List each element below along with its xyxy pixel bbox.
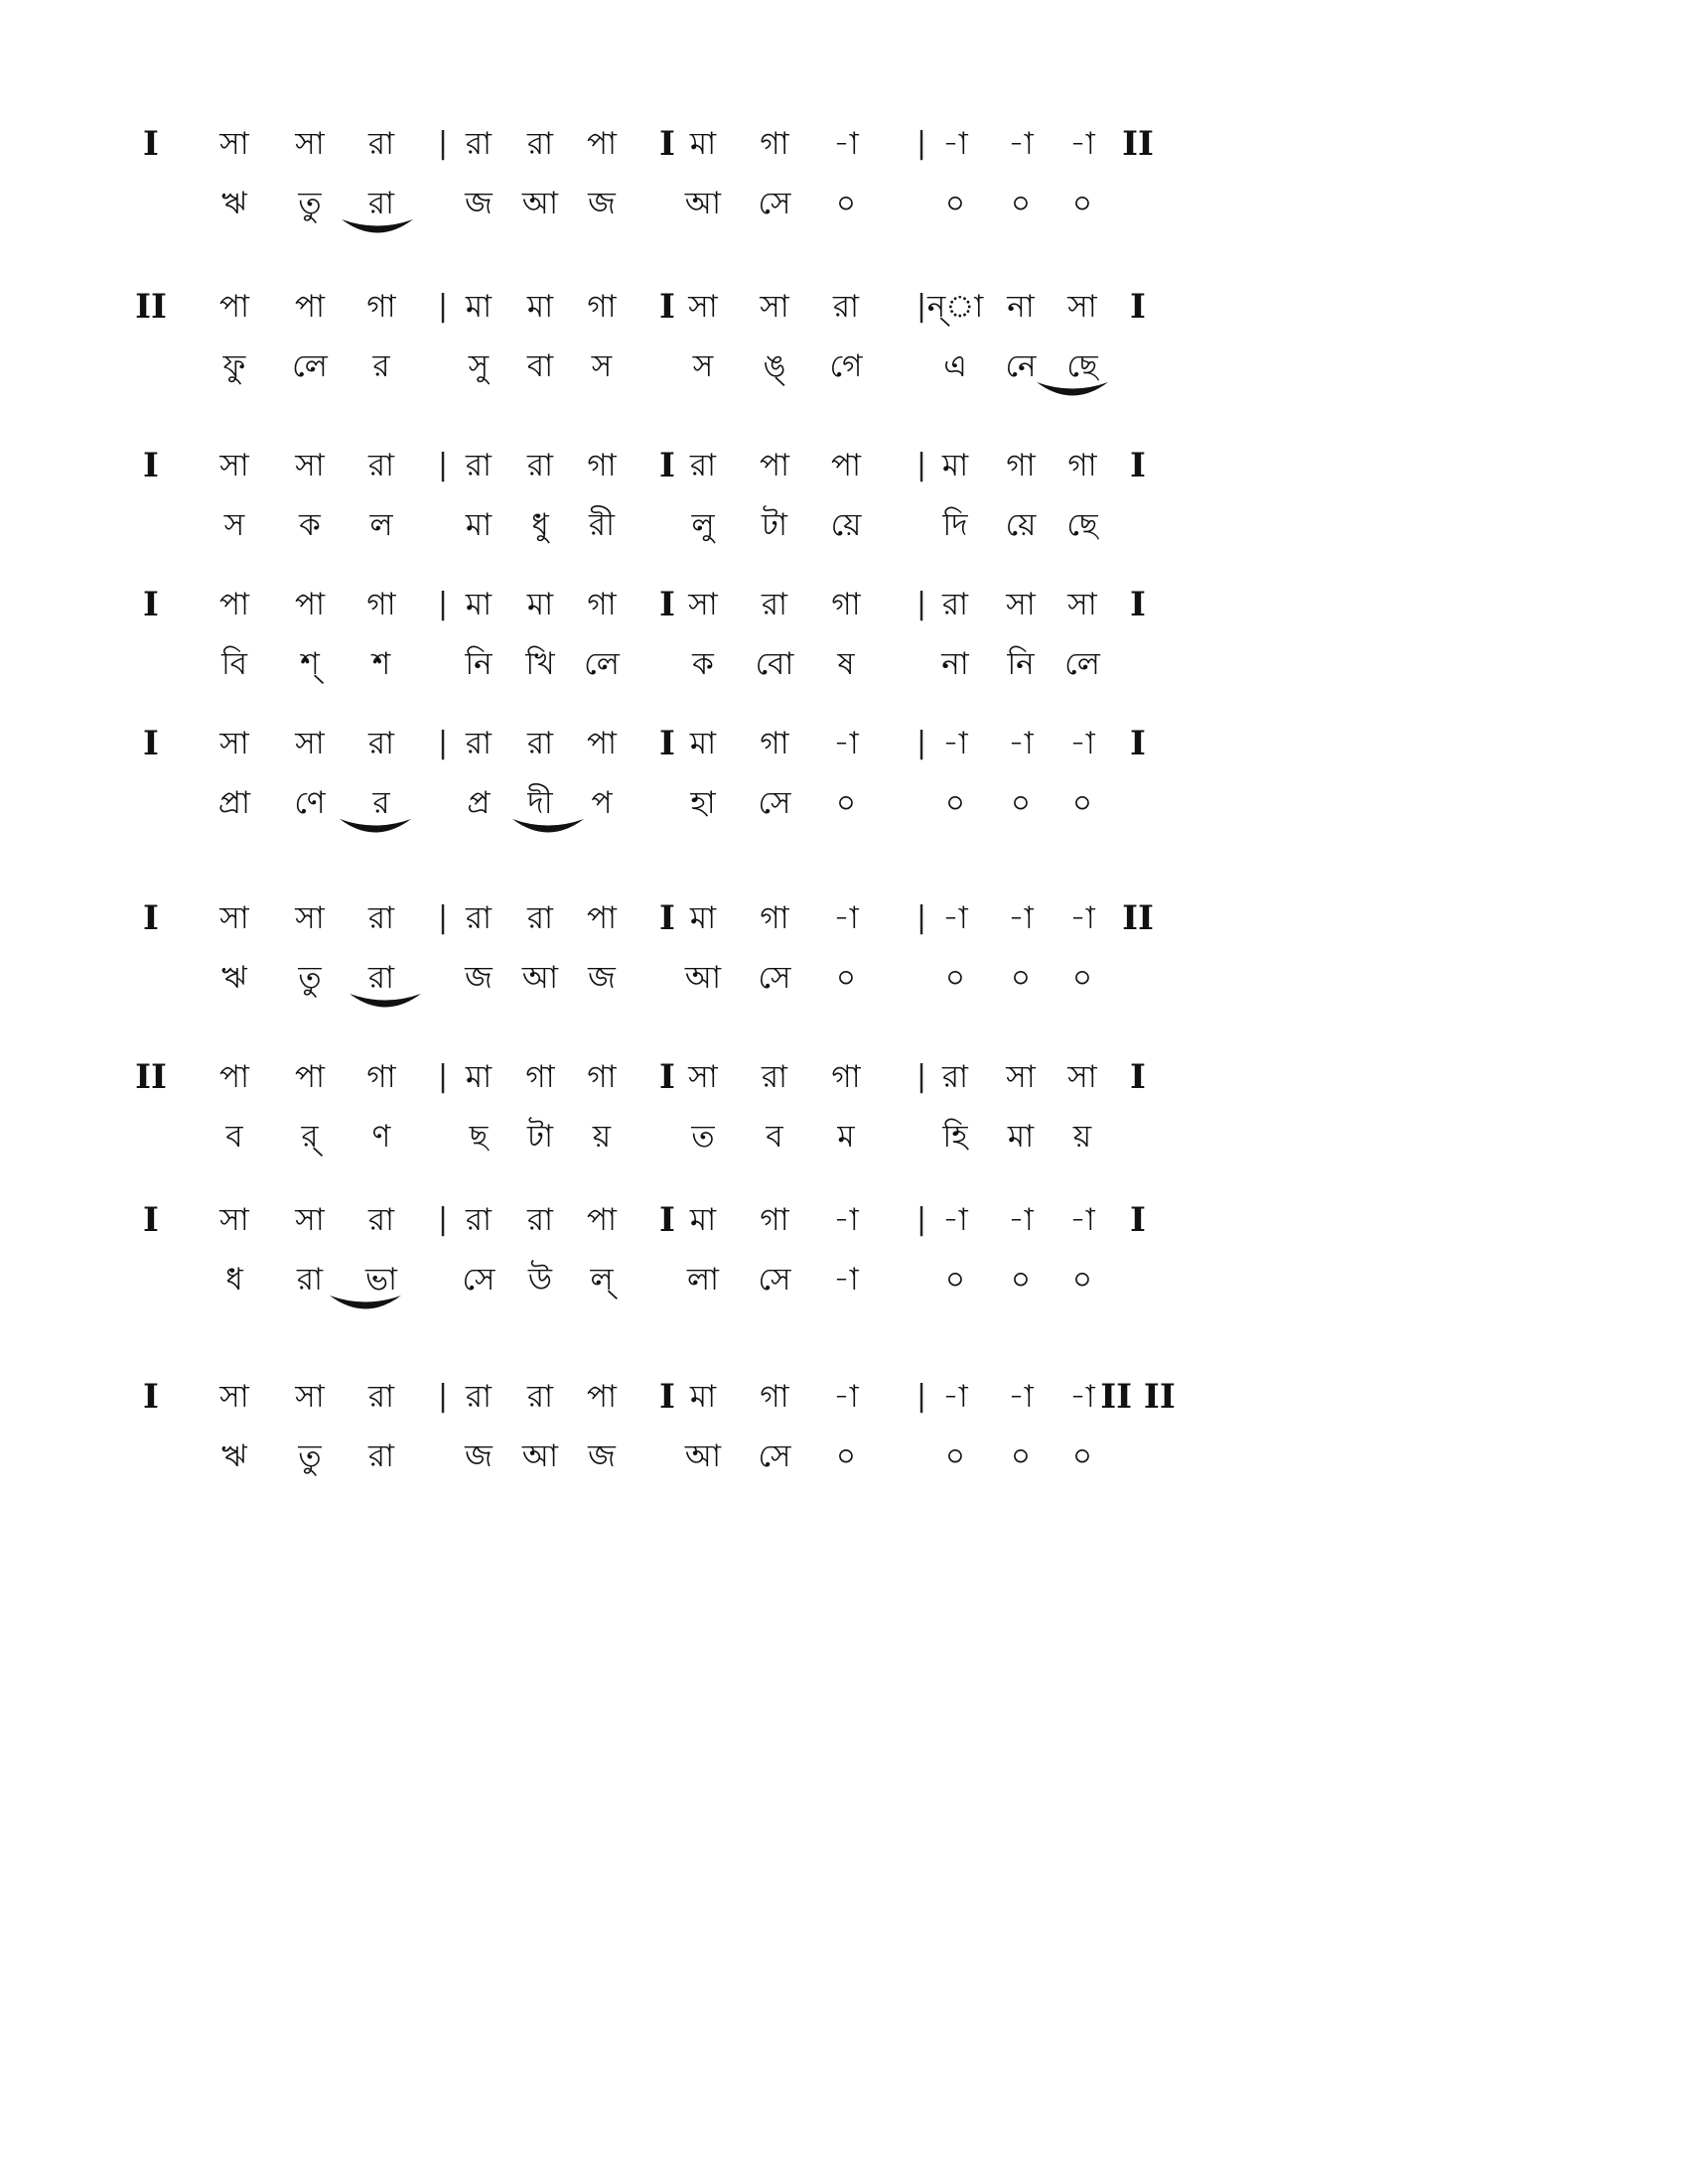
lyric-syllable: ০: [835, 186, 857, 221]
bar-line: I: [1130, 446, 1146, 485]
bar-line: I: [659, 585, 675, 624]
beat-divider: |: [437, 587, 449, 621]
lyric-syllable: ঙ্: [763, 348, 786, 384]
lyric-syllable: আ: [684, 1438, 722, 1474]
lyric-syllable: জ: [465, 186, 492, 221]
swara-note: পা: [586, 1202, 618, 1238]
lyric-syllable: ০: [1071, 1438, 1093, 1474]
swara-note: রা: [526, 1202, 554, 1238]
bar-line: I: [143, 1200, 159, 1240]
slur-mark: [348, 991, 423, 1013]
swara-note: পা: [759, 448, 790, 483]
swara-note: পা: [586, 126, 618, 162]
swara-note: সা: [1067, 587, 1097, 622]
swara-note: সা: [219, 1202, 249, 1238]
lyric-syllable: ঋ: [221, 186, 247, 221]
bar-line: I: [1130, 1057, 1146, 1097]
swara-note: সা: [295, 726, 325, 761]
swara-note: মা: [941, 448, 969, 483]
lyric-syllable: ০: [944, 186, 966, 221]
swara-note: -া: [1069, 900, 1095, 936]
lyric-syllable: সে: [758, 1438, 791, 1474]
lyric-syllable: লা: [686, 1262, 720, 1297]
swara-note: রা: [941, 587, 969, 622]
lyric-syllable: ল্: [590, 1262, 614, 1297]
lyric-syllable: ০: [835, 1438, 857, 1474]
bar-line: II: [135, 287, 167, 327]
lyric-syllable: র: [372, 348, 390, 384]
lyric-syllable: আ: [521, 960, 559, 996]
lyric-syllable: ক: [299, 507, 321, 543]
swara-note: -া: [1008, 1202, 1034, 1238]
lyric-syllable: ঋ: [221, 1438, 247, 1474]
lyric-syllable: ষ: [837, 646, 855, 682]
notation-row: [139, 439, 1529, 558]
lyric-syllable: নি: [1007, 646, 1035, 682]
lyric-syllable: স: [591, 348, 613, 384]
notation-row: [139, 117, 1529, 236]
lyric-syllable: রা: [367, 960, 395, 996]
lyric-syllable: নে: [1005, 348, 1037, 384]
swara-note: -া: [1069, 126, 1095, 162]
beat-divider: |: [437, 1059, 449, 1094]
lyric-syllable: ব: [225, 1119, 243, 1155]
lyric-syllable: ০: [944, 785, 966, 821]
swara-note: সা: [219, 126, 249, 162]
lyric-syllable: য়ে: [830, 507, 862, 543]
swara-note: সা: [219, 900, 249, 936]
lyric-syllable: জ: [588, 960, 616, 996]
lyric-line: [139, 340, 1529, 393]
swara-note: গা: [760, 126, 789, 162]
swara-note: সা: [1006, 587, 1036, 622]
lyric-syllable: বো: [755, 646, 794, 682]
bar-line: I: [659, 724, 675, 763]
lyric-syllable: আ: [684, 186, 722, 221]
swara-note: রা: [465, 448, 492, 483]
lyric-syllable: ছে: [1066, 348, 1098, 384]
notation-row: [139, 1370, 1529, 1489]
swara-note: রা: [367, 900, 395, 936]
beat-divider: |: [915, 1202, 927, 1237]
swara-note: গা: [366, 587, 396, 622]
swara-note: ন্া: [926, 289, 984, 325]
beat-divider: |: [437, 126, 449, 161]
beat-divider: |: [915, 289, 927, 324]
swara-note: রা: [367, 1202, 395, 1238]
bar-line: I: [143, 446, 159, 485]
swara-note: -া: [1008, 726, 1034, 761]
lyric-syllable: ০: [1010, 785, 1032, 821]
lyric-syllable: আ: [684, 960, 722, 996]
beat-divider: |: [915, 900, 927, 935]
lyric-syllable: প্র: [467, 785, 491, 821]
swara-note: -া: [833, 726, 859, 761]
bar-line: II: [1122, 898, 1154, 938]
swara-note: সা: [688, 1059, 718, 1095]
lyric-syllable: ছে: [1066, 507, 1098, 543]
lyric-syllable: সে: [758, 186, 791, 221]
lyric-syllable: রা: [367, 1438, 395, 1474]
swara-line: [135, 1050, 1529, 1104]
swara-note: গা: [366, 1059, 396, 1095]
bar-line: I: [659, 898, 675, 938]
slur-mark: [328, 1293, 403, 1314]
bar-line: I: [659, 1057, 675, 1097]
bar-line: I: [143, 1377, 159, 1417]
swara-line: [139, 439, 1529, 492]
swara-line: [139, 891, 1529, 945]
bar-line: I: [1130, 287, 1146, 327]
beat-divider: |: [437, 726, 449, 760]
lyric-syllable: জ: [588, 186, 616, 221]
swara-note: মা: [526, 587, 554, 622]
lyric-syllable: জ: [588, 1438, 616, 1474]
lyric-syllable: মা: [1007, 1119, 1035, 1155]
bar-line: I: [659, 287, 675, 327]
lyric-syllable: ঋ: [221, 960, 247, 996]
lyric-syllable: হি: [942, 1119, 968, 1155]
lyric-syllable: তু: [298, 1438, 322, 1474]
lyric-line: [139, 1430, 1529, 1483]
swara-note: রা: [465, 1202, 492, 1238]
bar-line: I: [1130, 585, 1146, 624]
swara-note: -া: [833, 1379, 859, 1415]
lyric-syllable: র: [372, 785, 390, 821]
swara-note: মা: [689, 900, 717, 936]
bar-line: II II: [1100, 1377, 1176, 1417]
bar-line: I: [143, 898, 159, 938]
swara-note: -া: [1008, 900, 1034, 936]
lyric-syllable: লে: [584, 646, 620, 682]
swara-note: পা: [218, 1059, 250, 1095]
lyric-syllable: টা: [527, 1119, 553, 1155]
swara-note: পা: [586, 1379, 618, 1415]
swara-note: -া: [833, 1202, 859, 1238]
swara-note: -া: [1069, 726, 1095, 761]
lyric-syllable: ০: [1071, 960, 1093, 996]
lyric-syllable: ফু: [222, 348, 246, 384]
notation-row: [139, 891, 1529, 1011]
lyric-syllable: ম: [837, 1119, 855, 1155]
lyric-syllable: য়: [1072, 1119, 1092, 1155]
lyric-syllable: ০: [1010, 186, 1032, 221]
lyric-line: [139, 498, 1529, 552]
lyric-syllable: প: [591, 785, 613, 821]
lyric-syllable: ণ: [371, 1119, 391, 1155]
swara-note: রা: [832, 289, 860, 325]
beat-divider: |: [915, 587, 927, 621]
swara-note: -া: [942, 726, 968, 761]
notation-row: [135, 1050, 1529, 1169]
lyric-syllable: ০: [1071, 186, 1093, 221]
lyric-syllable: ধু: [531, 507, 549, 543]
bar-line: I: [1130, 724, 1146, 763]
swara-note: মা: [465, 289, 492, 325]
swara-note: গা: [587, 448, 617, 483]
bar-line: I: [659, 1377, 675, 1417]
lyric-syllable: লু: [691, 507, 715, 543]
lyric-syllable: দি: [942, 507, 968, 543]
lyric-syllable: ক: [692, 646, 714, 682]
bar-line: II: [1122, 124, 1154, 164]
swara-note: সা: [760, 289, 789, 325]
lyric-syllable: শ্: [300, 646, 320, 682]
swara-note: রা: [526, 126, 554, 162]
swara-note: মা: [465, 1059, 492, 1095]
lyric-syllable: রা: [296, 1262, 324, 1297]
swara-note: গা: [760, 1202, 789, 1238]
swara-note: গা: [366, 289, 396, 325]
swara-note: রা: [526, 448, 554, 483]
lyric-syllable: ছ: [469, 1119, 489, 1155]
swara-note: রা: [761, 1059, 788, 1095]
lyric-syllable: দী: [527, 785, 553, 821]
lyric-syllable: খি: [525, 646, 555, 682]
lyric-syllable: লে: [1064, 646, 1100, 682]
lyric-syllable: ণে: [294, 785, 326, 821]
swara-note: রা: [465, 900, 492, 936]
swara-note: গা: [525, 1059, 555, 1095]
notation-row: [135, 280, 1529, 399]
swara-note: রা: [941, 1059, 969, 1095]
lyric-syllable: তু: [298, 186, 322, 221]
swara-note: পা: [294, 587, 326, 622]
swara-note: রা: [761, 587, 788, 622]
swara-note: পা: [218, 587, 250, 622]
swara-note: সা: [295, 1202, 325, 1238]
swara-note: মা: [689, 726, 717, 761]
lyric-syllable: সে: [758, 960, 791, 996]
swara-note: -া: [833, 126, 859, 162]
bar-line: I: [659, 446, 675, 485]
beat-divider: |: [915, 448, 927, 482]
beat-divider: |: [915, 1379, 927, 1414]
swara-note: রা: [367, 726, 395, 761]
swara-note: পা: [218, 289, 250, 325]
swara-note: রা: [367, 126, 395, 162]
lyric-syllable: -া: [833, 1262, 859, 1297]
bar-line: I: [659, 1200, 675, 1240]
swara-note: -া: [1069, 1379, 1095, 1415]
lyric-syllable: বি: [220, 646, 248, 682]
swara-note: রা: [465, 1379, 492, 1415]
lyric-syllable: জ: [465, 1438, 492, 1474]
lyric-syllable: ০: [835, 960, 857, 996]
beat-divider: |: [437, 448, 449, 482]
bar-line: II: [135, 1057, 167, 1097]
beat-divider: |: [437, 289, 449, 324]
lyric-syllable: ০: [1010, 1438, 1032, 1474]
swara-note: সা: [1067, 289, 1097, 325]
lyric-syllable: জ: [465, 960, 492, 996]
lyric-syllable: ০: [1071, 785, 1093, 821]
swara-note: রা: [367, 1379, 395, 1415]
swara-note: সা: [219, 1379, 249, 1415]
swara-note: মা: [689, 1202, 717, 1238]
lyric-syllable: প্রা: [217, 785, 251, 821]
swara-note: -া: [1008, 1379, 1034, 1415]
swara-note: সা: [1006, 1059, 1036, 1095]
swara-note: পা: [586, 900, 618, 936]
swara-note: রা: [367, 448, 395, 483]
swara-line: [139, 1370, 1529, 1424]
swara-note: গা: [587, 1059, 617, 1095]
bar-line: I: [143, 124, 159, 164]
bar-line: I: [659, 124, 675, 164]
lyric-syllable: ধ: [225, 1262, 243, 1297]
lyric-syllable: র্: [301, 1119, 319, 1155]
lyric-syllable: হা: [690, 785, 716, 821]
lyric-line: [139, 1110, 1529, 1163]
lyric-syllable: শ: [371, 646, 391, 682]
swara-note: সা: [219, 448, 249, 483]
lyric-line: [139, 637, 1529, 691]
swara-note: পা: [586, 726, 618, 761]
swara-note: সা: [688, 587, 718, 622]
lyric-syllable: ০: [944, 1438, 966, 1474]
swara-note: -া: [1069, 1202, 1095, 1238]
swara-note: সা: [295, 126, 325, 162]
lyric-syllable: আ: [521, 1438, 559, 1474]
lyric-syllable: রা: [367, 186, 395, 221]
bar-line: I: [143, 724, 159, 763]
swara-note: রা: [689, 448, 717, 483]
lyric-syllable: সু: [468, 348, 490, 384]
slur-mark: [340, 216, 415, 238]
swara-note: সা: [219, 726, 249, 761]
swara-note: পা: [830, 448, 862, 483]
swara-note: সা: [295, 900, 325, 936]
lyric-syllable: য়ে: [1005, 507, 1037, 543]
swara-note: গা: [760, 1379, 789, 1415]
slur-mark: [510, 816, 586, 838]
swara-line: [139, 717, 1529, 770]
swara-note: পা: [294, 1059, 326, 1095]
lyric-syllable: ০: [1071, 1262, 1093, 1297]
swara-note: গা: [760, 900, 789, 936]
swara-note: রা: [465, 726, 492, 761]
swara-note: গা: [760, 726, 789, 761]
lyric-syllable: রী: [589, 507, 615, 543]
beat-divider: |: [915, 126, 927, 161]
lyric-syllable: সে: [462, 1262, 495, 1297]
lyric-syllable: ব: [766, 1119, 783, 1155]
lyric-syllable: ল: [369, 507, 393, 543]
beat-divider: |: [915, 1059, 927, 1094]
swara-note: সা: [688, 289, 718, 325]
swara-note: গা: [831, 1059, 861, 1095]
lyric-syllable: ত: [691, 1119, 715, 1155]
swara-note: গা: [1067, 448, 1097, 483]
swara-line: [139, 117, 1529, 171]
swara-note: রা: [526, 900, 554, 936]
lyric-syllable: তু: [298, 960, 322, 996]
lyric-syllable: ০: [1010, 960, 1032, 996]
lyric-syllable: ভা: [364, 1262, 398, 1297]
swara-note: -া: [942, 1379, 968, 1415]
swara-note: মা: [526, 289, 554, 325]
swara-note: সা: [295, 448, 325, 483]
slur-mark: [1035, 379, 1110, 401]
swara-line: [139, 1193, 1529, 1247]
swara-note: রা: [526, 1379, 554, 1415]
lyric-syllable: এ: [943, 348, 967, 384]
lyric-syllable: উ: [527, 1262, 553, 1297]
lyric-syllable: টা: [762, 507, 787, 543]
swara-note: -া: [1008, 126, 1034, 162]
lyric-syllable: স: [692, 348, 714, 384]
notation-row: [139, 1193, 1529, 1312]
lyric-syllable: স: [223, 507, 245, 543]
swara-note: -া: [942, 900, 968, 936]
swara-note: গা: [831, 587, 861, 622]
swara-note: গা: [587, 587, 617, 622]
lyric-syllable: ০: [944, 1262, 966, 1297]
lyric-syllable: আ: [521, 186, 559, 221]
lyric-syllable: মা: [465, 507, 492, 543]
swara-note: পা: [294, 289, 326, 325]
lyric-syllable: ০: [944, 960, 966, 996]
lyric-syllable: ০: [1010, 1262, 1032, 1297]
bar-line: I: [143, 585, 159, 624]
lyric-syllable: বা: [526, 348, 554, 384]
notation-row: [139, 717, 1529, 836]
bar-line: I: [1130, 1200, 1146, 1240]
swara-note: সা: [1067, 1059, 1097, 1095]
swara-note: রা: [465, 126, 492, 162]
swara-note: -া: [833, 900, 859, 936]
lyric-syllable: সে: [758, 785, 791, 821]
lyric-syllable: গে: [829, 348, 863, 384]
swara-note: -া: [942, 1202, 968, 1238]
swara-note: গা: [587, 289, 617, 325]
beat-divider: |: [437, 900, 449, 935]
lyric-syllable: সে: [758, 1262, 791, 1297]
lyric-syllable: য়: [592, 1119, 612, 1155]
swara-note: মা: [689, 126, 717, 162]
swara-note: মা: [689, 1379, 717, 1415]
swara-line: [135, 280, 1529, 334]
swara-note: না: [1007, 289, 1035, 325]
swara-note: সা: [295, 1379, 325, 1415]
slur-mark: [338, 816, 413, 838]
swara-note: -া: [942, 126, 968, 162]
lyric-syllable: ০: [835, 785, 857, 821]
swara-line: [139, 578, 1529, 631]
swara-note: রা: [526, 726, 554, 761]
beat-divider: |: [437, 1202, 449, 1237]
swara-note: গা: [1006, 448, 1036, 483]
beat-divider: |: [437, 1379, 449, 1414]
notation-row: [139, 578, 1529, 697]
swara-note: মা: [465, 587, 492, 622]
lyric-syllable: লে: [292, 348, 328, 384]
lyric-syllable: না: [941, 646, 969, 682]
lyric-syllable: নি: [465, 646, 492, 682]
beat-divider: |: [915, 726, 927, 760]
